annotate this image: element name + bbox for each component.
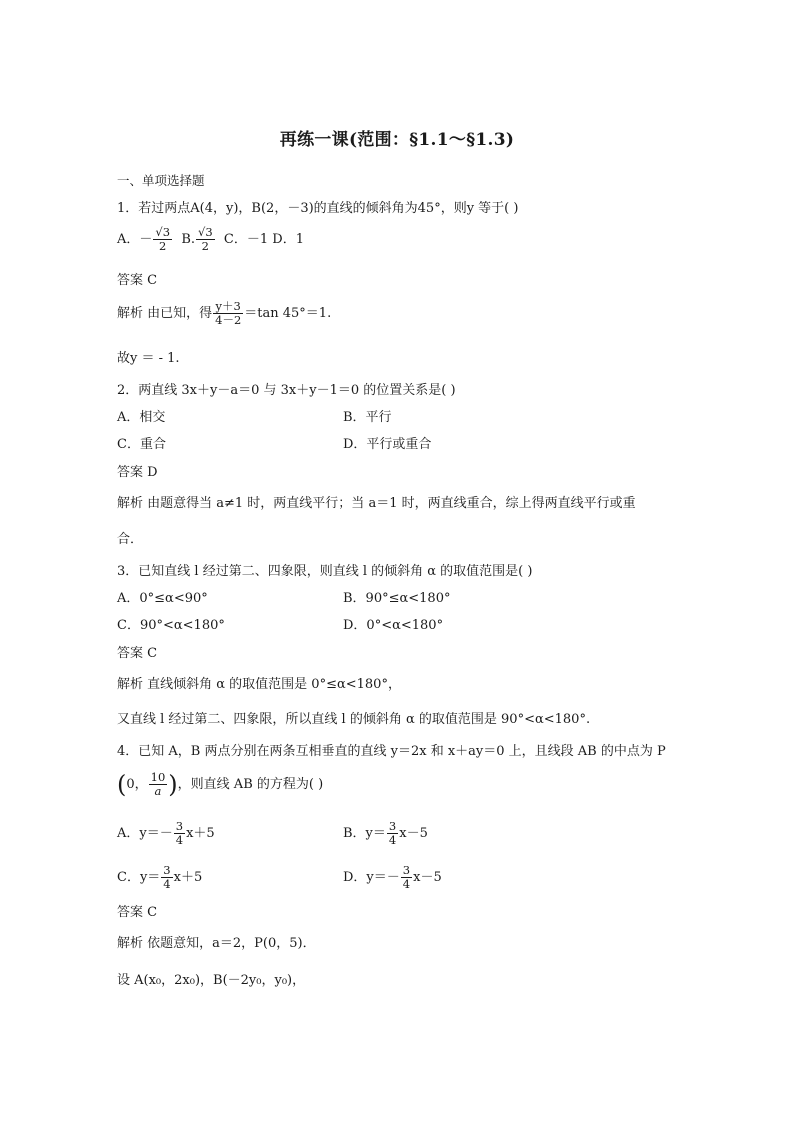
q4-opt-d-denominator: 4	[402, 877, 411, 891]
q1-opt-b-fraction	[196, 226, 215, 253]
q2-answer: 答案 D	[117, 465, 158, 480]
q1-analysis-suffix: ＝tan 45°＝1.	[244, 306, 332, 321]
q4-point-denominator: a	[154, 784, 162, 798]
q4-opt-a-denominator: 4	[175, 833, 184, 847]
q3-option-b: B．90°≤α<180°	[343, 591, 451, 606]
q4-opt-a-suffix: x＋5	[186, 826, 215, 841]
q4-opt-c-suffix: x＋5	[173, 870, 203, 885]
q1-analysis-numerator: y＋3	[213, 300, 243, 314]
q1-opt-cd: C．－1 D．1	[223, 232, 304, 247]
q4-opt-b-suffix: x－5	[399, 826, 428, 841]
q1-options	[117, 226, 304, 253]
q3-option-a: A．0°≤α<90°	[117, 591, 208, 606]
q1-opt-a-numerator: √3	[155, 225, 171, 239]
q4-left-paren: (	[117, 770, 127, 799]
q4-option-b	[343, 820, 428, 847]
q4-right-paren: )	[168, 770, 178, 799]
q4-analysis-line2: 设 A(x₀，2x₀)，B(－2y₀，y₀)，	[117, 973, 306, 988]
q4-opt-b-fraction	[387, 820, 398, 847]
q4-analysis-line1: 解析 依题意知，a＝2，P(0，5)．	[117, 936, 316, 951]
q4-opt-d-suffix: x－5	[413, 870, 442, 885]
q4-stem-point	[117, 771, 323, 798]
q4-opt-a-numerator: 3	[175, 819, 184, 833]
q3-option-d: D．0°<α<180°	[343, 618, 444, 633]
q4-opt-c-numerator: 3	[163, 863, 171, 877]
q4-opt-a-fraction	[174, 820, 185, 847]
q1-analysis	[117, 300, 331, 327]
q1-opt-a-prefix: A．－	[117, 232, 153, 247]
q1-answer: 答案 C	[117, 273, 158, 288]
q3-analysis-line2: 又直线 l 经过第二、四象限，所以直线 l 的倾斜角 α 的取值范围是 90°<α<180°.	[117, 712, 591, 727]
q4-opt-c-prefix: C．y＝	[117, 870, 161, 885]
q1-analysis-denominator: 4－2	[215, 313, 242, 327]
q1-opt-b-numerator: √3	[198, 225, 213, 239]
q2-analysis-line2: 合．	[117, 532, 144, 547]
q3-option-c: C．90°<α<180°	[117, 618, 225, 633]
q1-opt-a-denominator: 2	[159, 239, 167, 253]
q1-conclusion: 故y ＝ - 1.	[117, 351, 180, 366]
q4-opt-b-prefix: B．y＝	[343, 826, 386, 841]
q1-stem: 1．若过两点A(4，y)，B(2，－3)的直线的倾斜角为45°，则y 等于( )	[117, 201, 519, 216]
q4-point-suffix: ，则直线 AB 的方程为( )	[177, 777, 324, 792]
q4-point-fraction	[149, 771, 168, 798]
q3-answer: 答案 C	[117, 646, 158, 661]
q4-opt-c-fraction	[161, 864, 172, 891]
q2-option-b: B．平行	[343, 410, 392, 425]
q4-opt-d-fraction	[401, 864, 412, 891]
q2-stem: 2．两直线 3x＋y－a＝0 与 3x＋y－1＝0 的位置关系是( )	[117, 383, 456, 398]
q4-answer: 答案 C	[117, 905, 158, 920]
q4-opt-d-numerator: 3	[402, 863, 411, 877]
q2-analysis-line1: 解析 由题意得当 a≠1 时，两直线平行；当 a＝1 时，两直线重合，综上得两直线平行或重	[117, 496, 636, 511]
q1-opt-b-denominator: 2	[201, 239, 209, 253]
q2-option-a: A．相交	[117, 410, 166, 425]
q4-point-numerator: 10	[150, 770, 166, 784]
q1-analysis-fraction	[213, 300, 243, 327]
q4-point-prefix: 0，	[126, 777, 148, 792]
q2-option-c: C．重合	[117, 437, 166, 452]
q4-option-a	[117, 820, 215, 847]
q4-option-d	[343, 864, 442, 891]
q1-opt-a-fraction	[153, 226, 172, 253]
q4-opt-d-prefix: D．y＝－	[343, 870, 400, 885]
q2-option-d: D．平行或重合	[343, 437, 432, 452]
q4-option-c	[117, 864, 202, 891]
q4-opt-c-denominator: 4	[163, 877, 171, 891]
q1-analysis-prefix: 解析 由已知，得	[117, 306, 213, 321]
page-title: 再练一课(范围：§1.1～§1.3)	[279, 130, 515, 150]
q1-opt-b-prefix: B.	[181, 232, 195, 247]
q3-analysis-line1: 解析 直线倾斜角 α 的取值范围是 0°≤α<180°，	[117, 677, 401, 692]
q4-opt-b-numerator: 3	[388, 819, 397, 833]
q4-stem: 4．已知 A，B 两点分别在两条互相垂直的直线 y＝2x 和 x＋ay＝0 上，且线段 AB 的中点为 P	[117, 744, 666, 759]
section-heading: 一、单项选择题	[117, 173, 205, 188]
q4-opt-a-prefix: A．y＝－	[117, 826, 173, 841]
q4-opt-b-denominator: 4	[388, 833, 397, 847]
q3-stem: 3．已知直线 l 经过第二、四象限，则直线 l 的倾斜角 α 的取值范围是( )	[117, 564, 533, 579]
